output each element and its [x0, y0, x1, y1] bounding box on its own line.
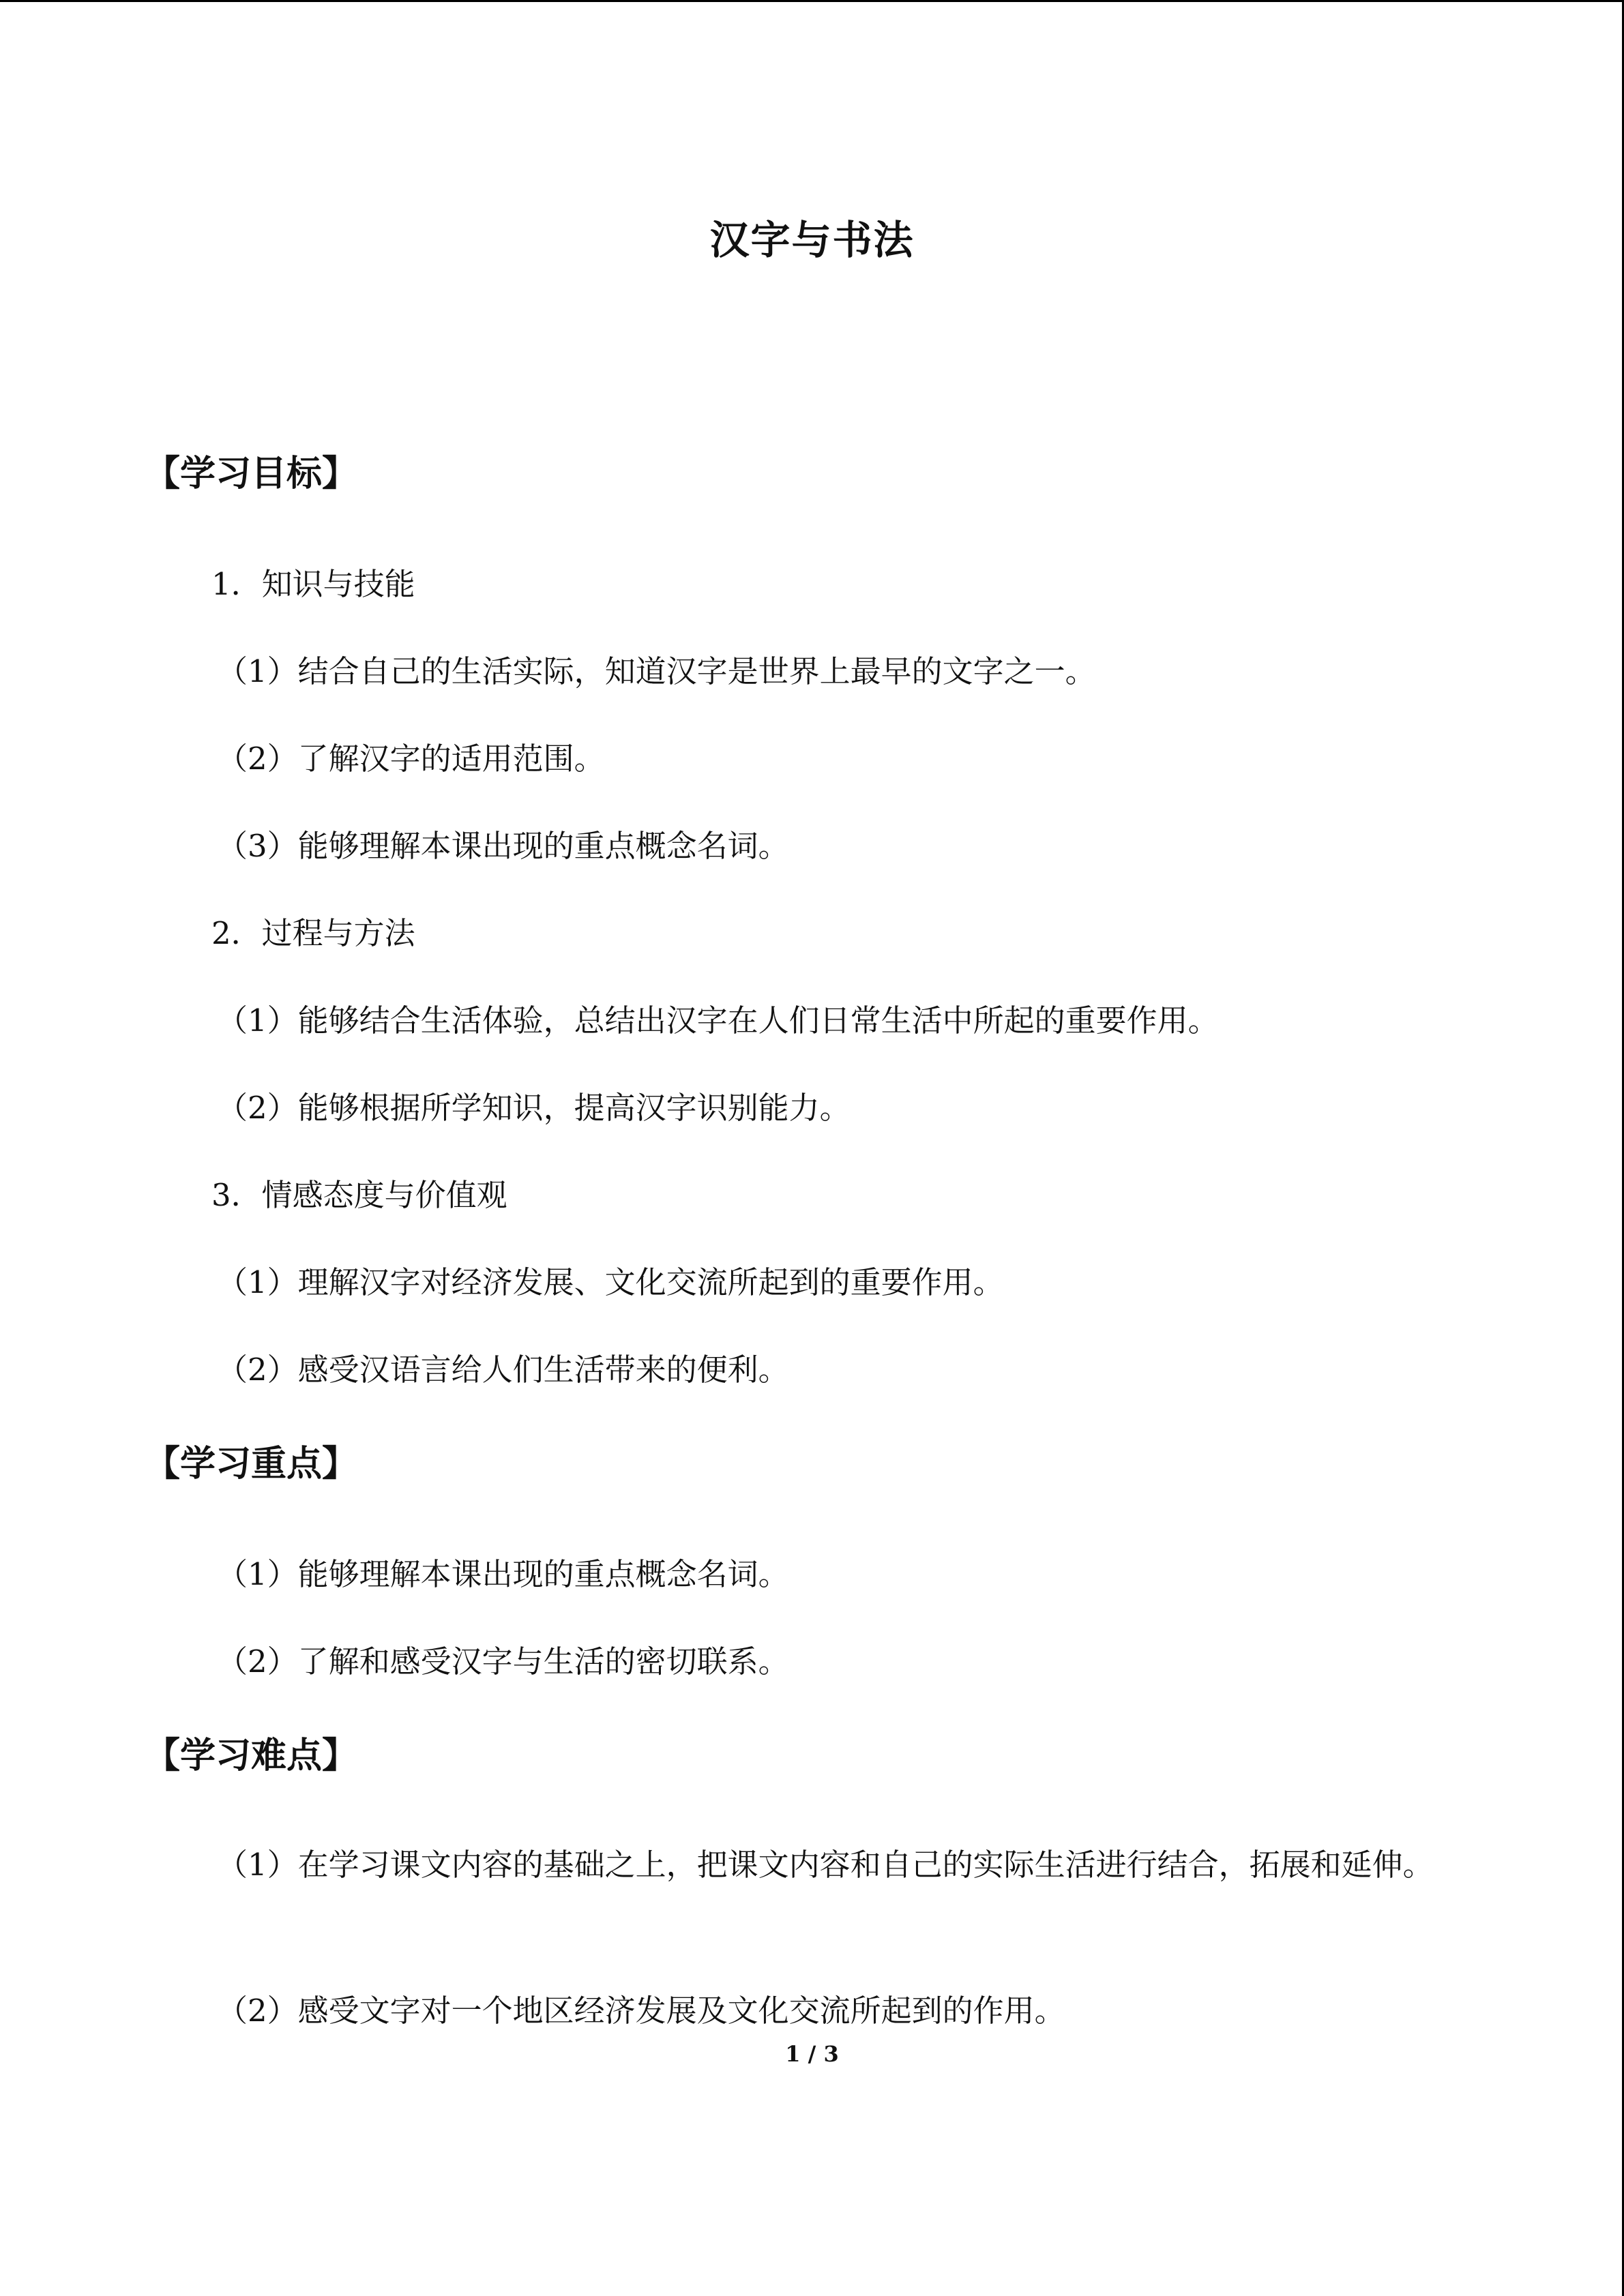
key-point-item: （2）了解和感受汉字与生活的密切联系。 [217, 1643, 789, 1680]
page-number: 1 / 3 [785, 2041, 839, 2067]
section-heading-key-points: 【学习重点】 [145, 1444, 358, 1485]
key-point-item: （1）能够理解本课出现的重点概念名词。 [217, 1556, 789, 1592]
objective-category-process: 2．过程与方法 [211, 915, 415, 951]
objective-item: （1）理解汉字对经济发展、文化交流所起到的重要作用。 [217, 1264, 1004, 1300]
difficulty-item: （2）感受文字对一个地区经济发展及文化交流所起到的作用。 [217, 1993, 1065, 2029]
objective-category-values: 3．情感态度与价值观 [211, 1177, 507, 1213]
document-title: 汉字与书法 [709, 217, 915, 263]
objective-category-knowledge: 1．知识与技能 [211, 566, 415, 602]
objective-item: （2）能够根据所学知识，提高汉字识别能力。 [217, 1090, 851, 1126]
objective-item: （2）了解汉字的适用范围。 [217, 741, 605, 777]
page-border-top [0, 0, 1624, 2]
objective-item: （3）能够理解本课出现的重点概念名词。 [217, 828, 789, 864]
objective-item: （1）能够结合生活体验，总结出汉字在人们日常生活中所起的重要作用。 [217, 1002, 1219, 1039]
section-heading-difficulties: 【学习难点】 [145, 1735, 358, 1776]
objective-item: （2）感受汉语言给人们生活带来的便利。 [217, 1352, 789, 1388]
objective-item: （1）结合自己的生活实际，知道汉字是世界上最早的文字之一。 [217, 653, 1096, 689]
section-heading-objectives: 【学习目标】 [145, 453, 358, 494]
difficulty-item: （1）在学习课文内容的基础之上，把课文内容和自己的实际生活进行结合，拓展和延伸。 [217, 1847, 1434, 1883]
